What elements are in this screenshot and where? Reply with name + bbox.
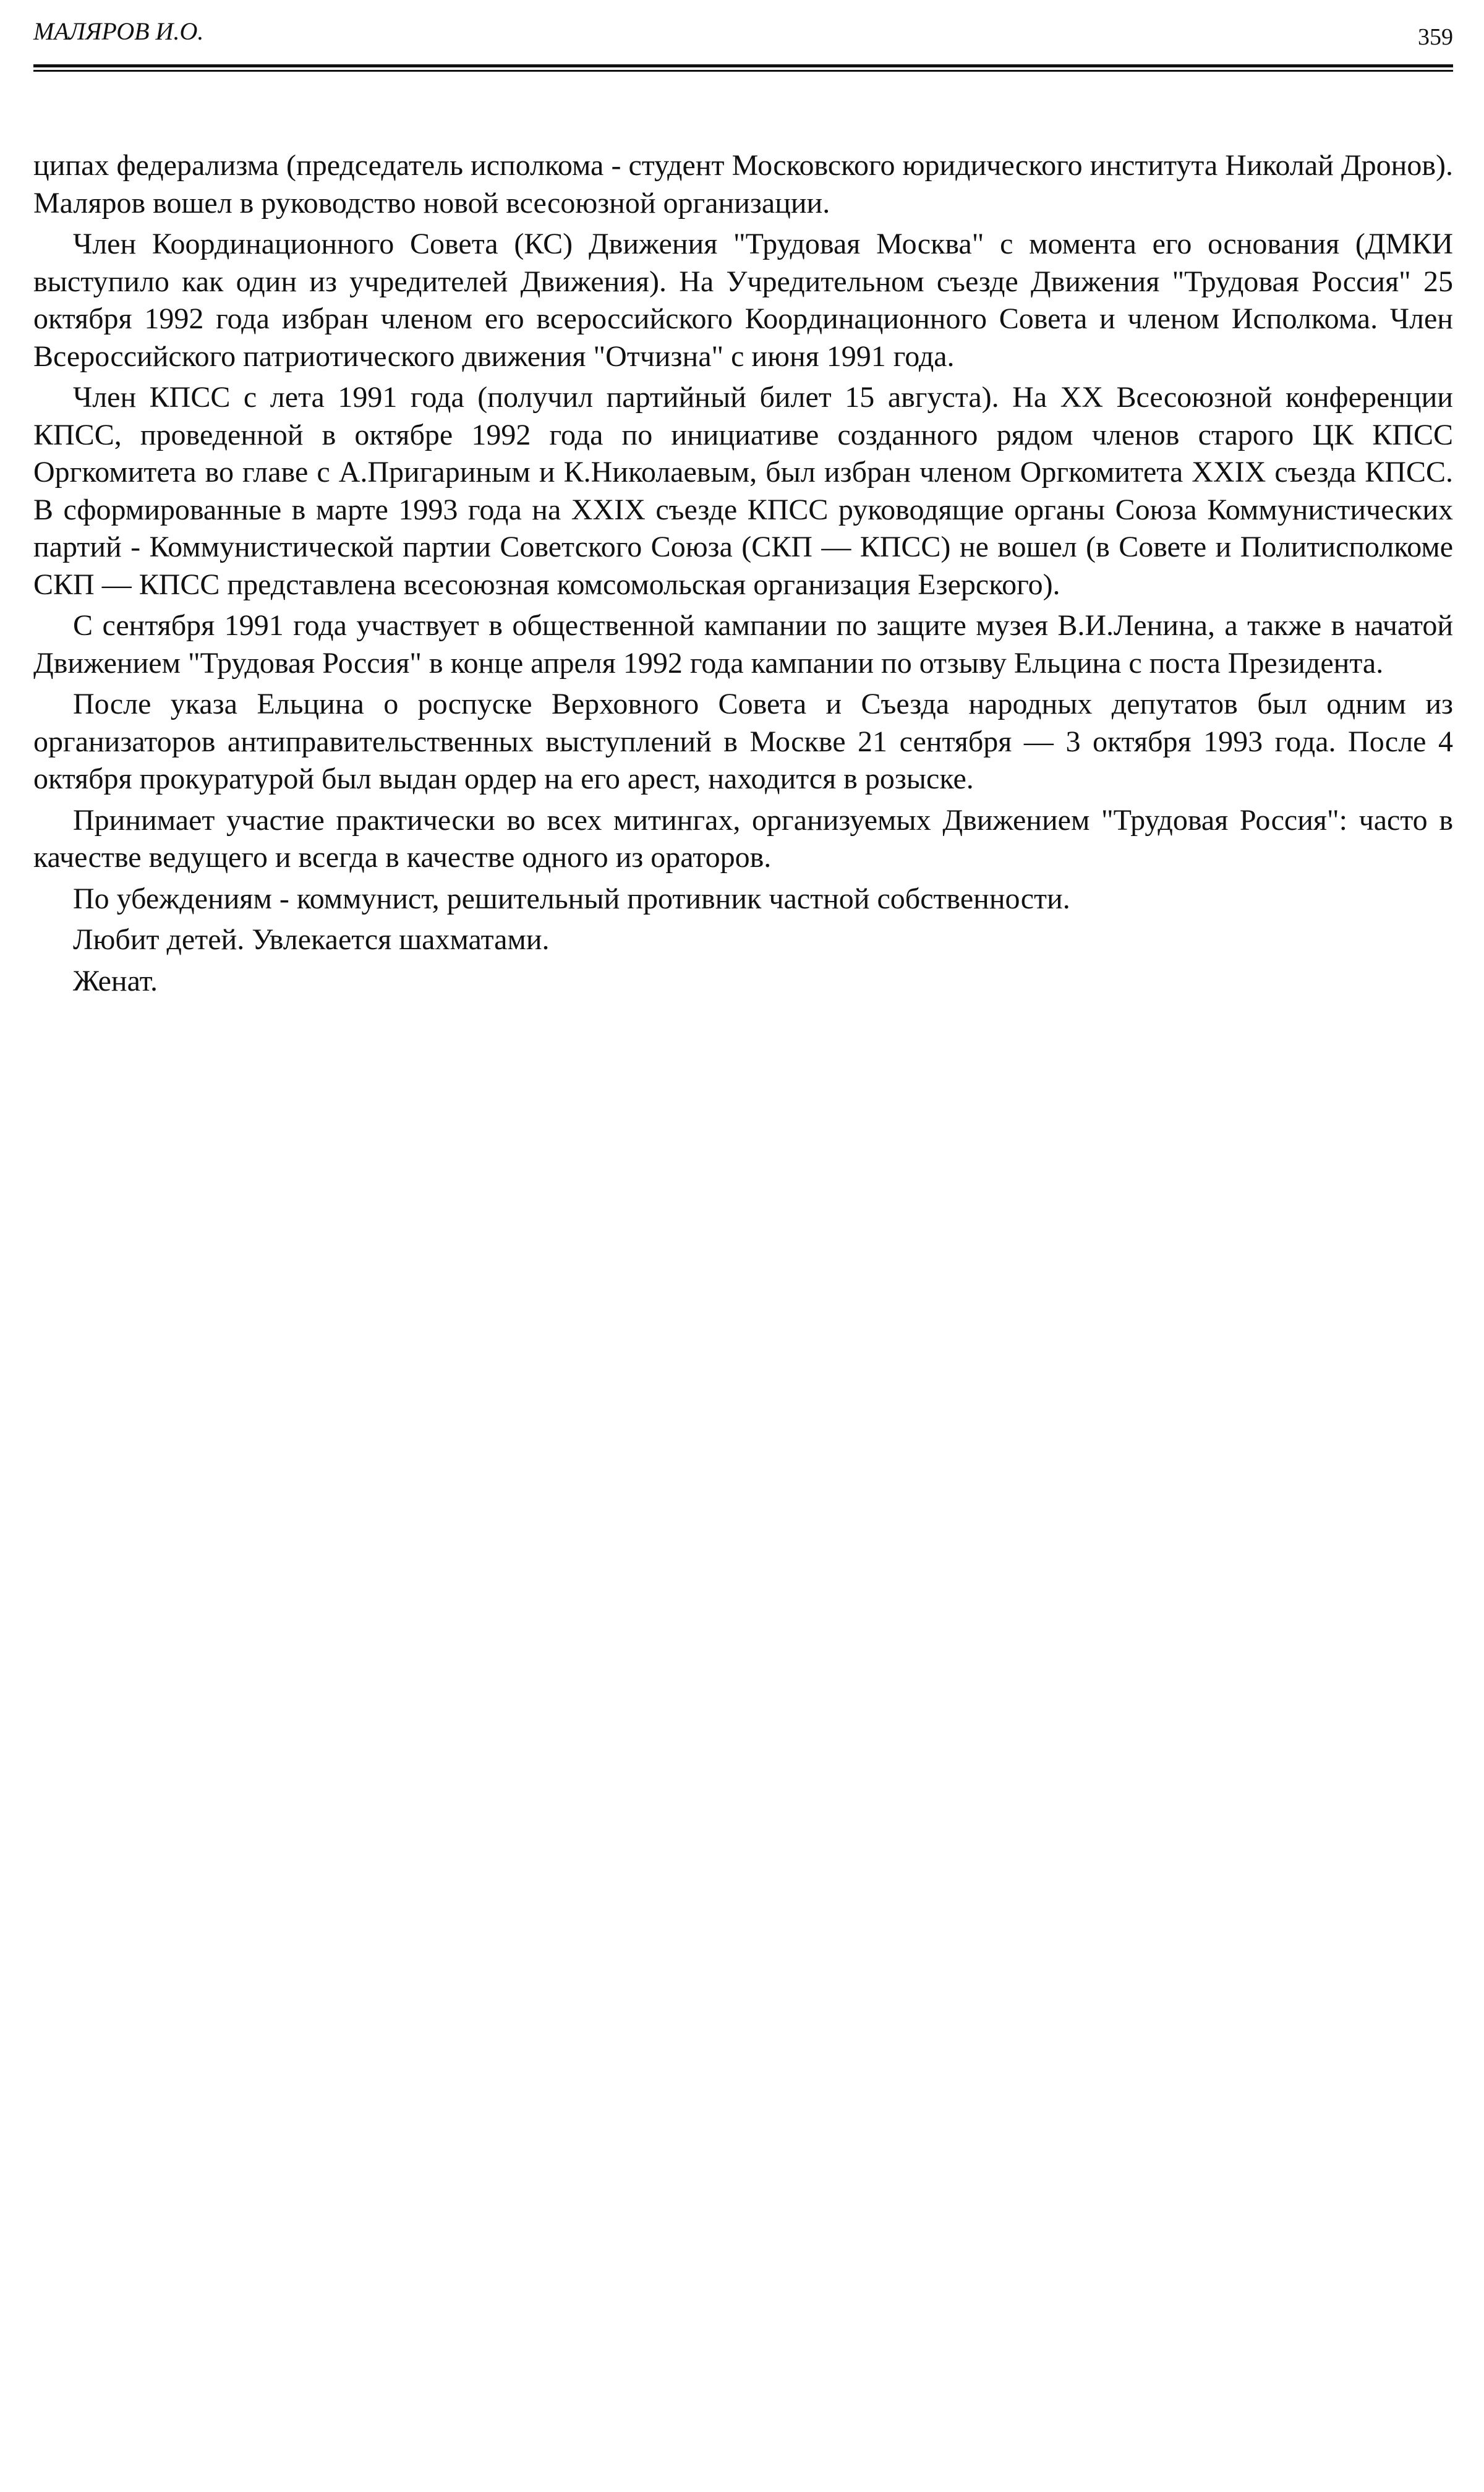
paragraph-hobbies: Любит детей. Увлекается шахматами.: [73, 923, 550, 956]
paragraph-coordination-council: Член Координационного Совета (КС) Движения "Трудовая Москва" с момента его основания (ДМКИ выступило как один из учредителей Движения). На Учредительном съезде Движения "Трудовая Россия" 25 октября 1992 года избран членом его всероссийского Координационного Совета и членом Исполкома. Член Всероссийского патриотического движения "Отчизна" с июня 1991 года.: [33, 228, 1453, 373]
paragraph-rallies: Принимает участие практически во всех митингах, организуемых Движением "Трудовая Россия": часто в качестве ведущего и всегда в качестве одного из ораторов.: [33, 803, 1453, 874]
document-body: [33, 147, 1453, 1004]
running-head: МАЛЯРОВ И.О.: [33, 17, 204, 45]
header-rule-thick: [33, 64, 1453, 67]
paragraph-federalism: ципах федерализма (председатель исполкома - студент Московского юридического института Николай Дронов). Маляров вошел в руководство новой всесоюзной организации.: [33, 149, 1453, 220]
paragraph-lenin-museum: С сентября 1991 года участвует в общественной кампании по защите музея В.И.Ленина, а также в начатой Движением "Трудовая Россия" в конце апреля 1992 года кампании по отзыву Ельцина с поста Президента.: [33, 609, 1453, 680]
paragraph-convictions: По убеждениям - коммунист, решительный противник частной собственности.: [73, 882, 1070, 915]
header-rule-thin: [33, 70, 1453, 72]
page-header: [33, 12, 1453, 57]
paragraph-kpss-membership: Член КПСС с лета 1991 года (получил партийный билет 15 августа). На XX Всесоюзной конференции КПСС, проведенной в октябре 1992 года по инициативе созданного рядом членов старого ЦК КПСС Оргкомитета во главе с А.Пригариным и К.Николаевым, был избран членом Оргкомитета XXIX съезда КПСС. В сформированные в марте 1993 года на XXIX съезде КПСС руководящие органы Союза Коммунистических партий - Коммунистической партии Советского Союза (СКП — КПСС) не вошел (в Совете и Политисполкоме СКП — КПСС представлена всесоюзная комсомольская организация Езерского).: [33, 381, 1453, 601]
page-number: 359: [1418, 24, 1453, 50]
paragraph-marital-status: Женат.: [73, 964, 158, 997]
paragraph-october-1993: После указа Ельцина о роспуске Верховного Совета и Съезда народных депутатов был одним из организаторов антиправительственных выступлений в Москве 21 сентября — 3 октября 1993 года. После 4 октября прокуратурой был выдан ордер на его арест, находится в розыске.: [33, 688, 1453, 795]
